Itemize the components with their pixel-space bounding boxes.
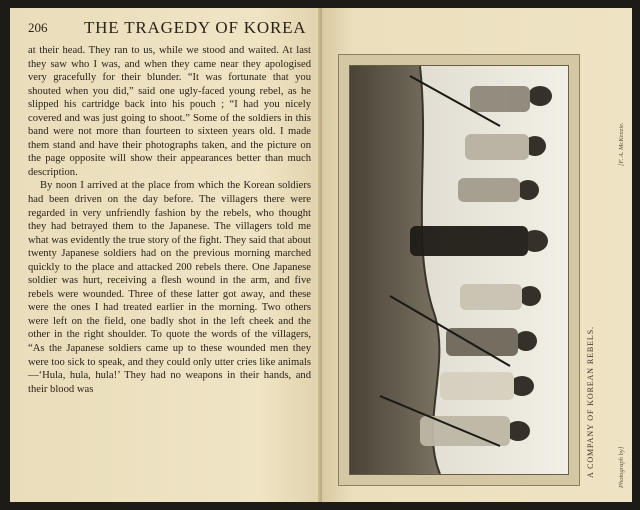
- paragraph-1: at their head. They ran to us, while we stood and waited. At last they saw who I was, and when they came near they apologised very gracefully for their blunder. “It was fortunate that you shouted when you did,” said one ugly-faced young rebel, as he slipped his cartridge back into his pouch ; “I had you nicely covered and was just going to shoot.” Some of the soldiers in this band were not more than fourteen to sixteen years old. I made them stand and have their photographs taken, and the picture on the page opposite will show their appearances better than much description.: [28, 45, 311, 178]
- running-head: [28, 20, 310, 40]
- body-text: [28, 44, 311, 396]
- photo-credit-name: [F. A. McKenzie.: [618, 122, 625, 166]
- photo-caption: A COMPANY OF KOREAN REBELS.: [586, 326, 595, 478]
- paragraph-2: By noon I arrived at the place from which the Korean soldiers had been driven on the day before. The villagers there were regarded in very unfriendly fashion by the rebels, who thought they had betrayed them to the Japanese. The villagers told me what was evidently the true story of the fight. They said that about twenty Japanese soldiers had on the previous morning marched quickly to the place and attacked 200 rebels there. One Japanese soldier was hurt, receiving a flesh wound in the arm, and five rebels were wounded. Three of these latter got away, and these were the ones I had treated earlier in the morning. Two others were left on the field, one badly shot in the left cheek and the other in the right shoulder. To quote the words of the villagers, “As the Japanese soldiers came up to these wounded men they were too sick to speak, and they could only utter cries like animals—‘Hula, hula, hula!’ They had no weapons in their hands, and their blood was: [28, 180, 311, 395]
- left-page: [10, 8, 322, 502]
- book-spread: [10, 8, 632, 502]
- photo-plate: [338, 54, 580, 486]
- rebels-photograph: [349, 65, 569, 475]
- right-page: [322, 8, 632, 502]
- photo-credit-label: Photograph by]: [618, 446, 625, 488]
- page-number: 206: [28, 20, 48, 35]
- running-title: THE TRAGEDY OF KOREA: [84, 18, 307, 37]
